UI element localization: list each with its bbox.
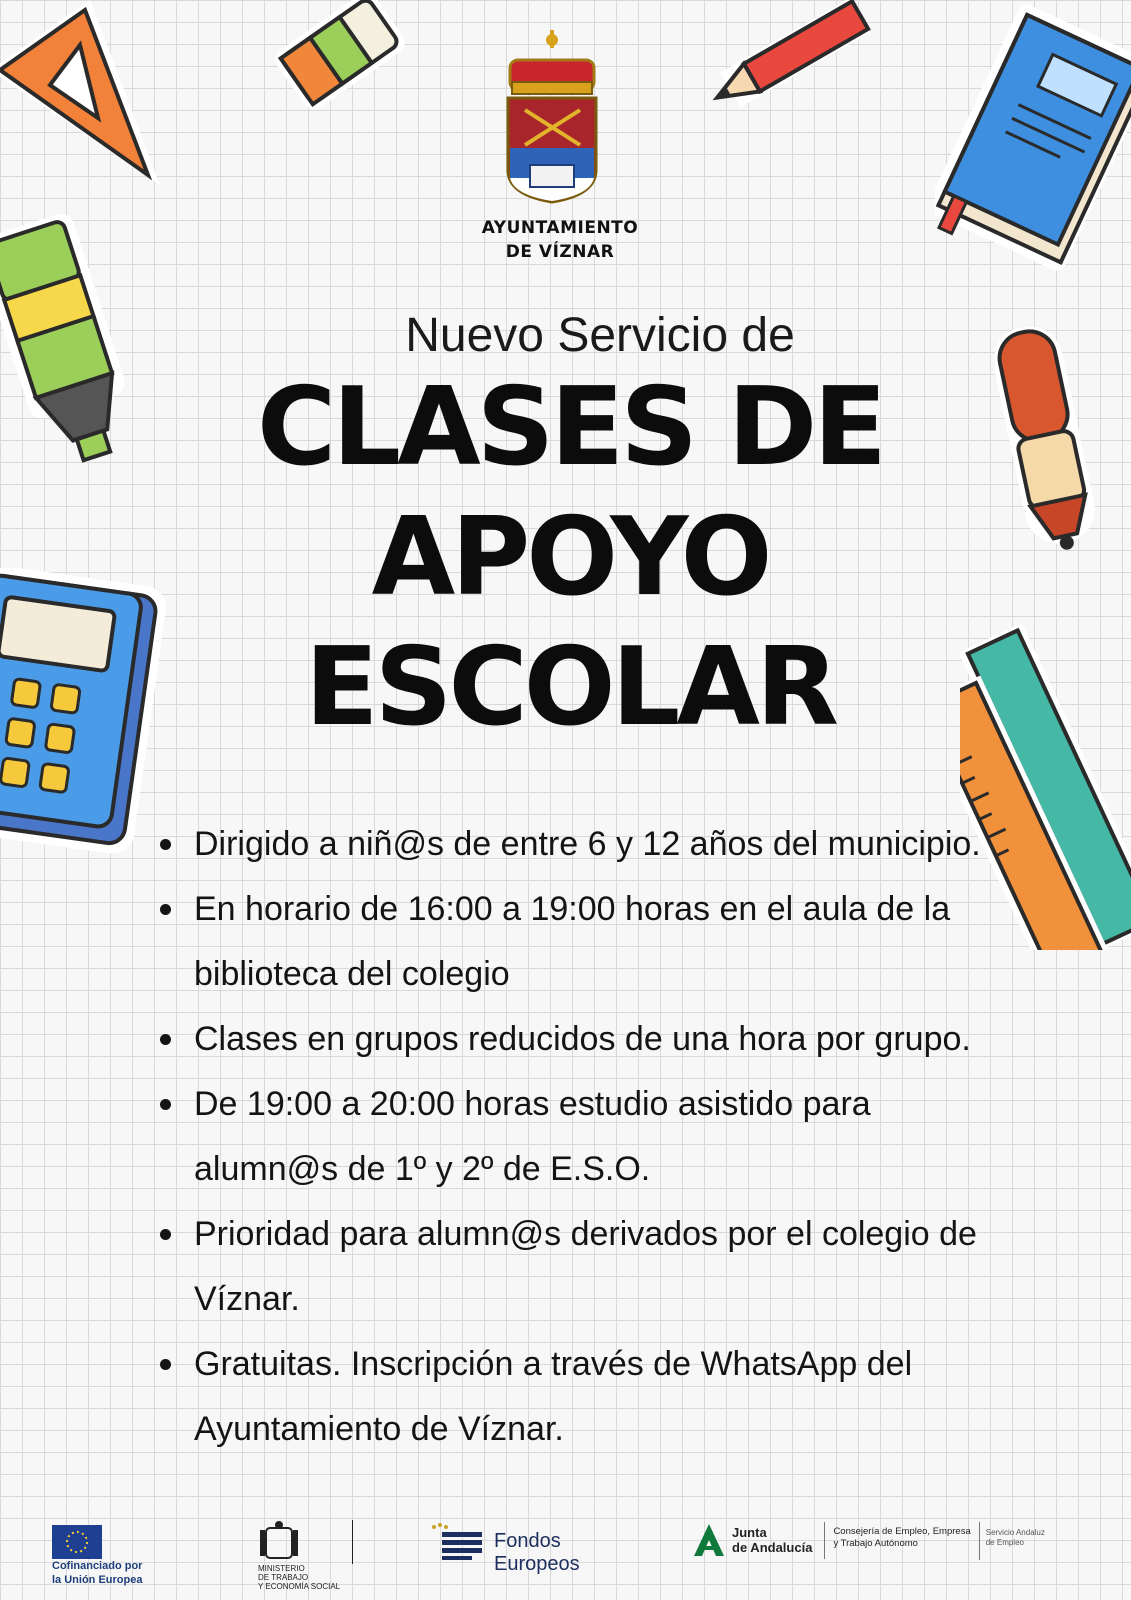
- ministry-line2: DE TRABAJO: [258, 1573, 309, 1582]
- info-bullet-list: [160, 812, 1090, 1462]
- viznar-coat-of-arms-logo: [500, 30, 604, 205]
- ministry-logo: [258, 1520, 353, 1591]
- ministry-line3: Y ECONOMÍA SOCIAL: [258, 1582, 341, 1591]
- ministry-line1: MINISTERIO: [258, 1564, 305, 1573]
- pencil-illustration: [690, 0, 880, 115]
- poster-title-line2: APOYO: [371, 495, 769, 620]
- funding-logos-footer: [0, 1500, 1131, 1591]
- fondos-europeos-icon: [428, 1522, 488, 1562]
- book-illustration: [935, 0, 1131, 285]
- consejeria-line2: y Trabajo Autónomo: [833, 1538, 918, 1549]
- junta-line1: Junta: [732, 1525, 767, 1540]
- council-name-line1: AYUNTAMIENTO: [481, 218, 639, 238]
- poster-subtitle: Nuevo Servicio de: [405, 309, 795, 362]
- bullet-item: Prioridad para alumn@s derivados por el colegio de Víznar.: [160, 1202, 1090, 1332]
- bullet-item: Dirigido a niñ@s de entre 6 y 12 años del municipio.: [160, 812, 1090, 877]
- eu-line2: la Unión Europea: [52, 1574, 143, 1586]
- triangle-ruler-illustration: [0, 0, 170, 200]
- council-name: [420, 216, 700, 264]
- spain-coat-of-arms-icon: [258, 1520, 300, 1564]
- sae-line1: Servicio Andaluz: [985, 1528, 1045, 1537]
- junta-line2: de Andalucía: [732, 1540, 813, 1555]
- consejeria-line1: Consejería de Empleo, Empresa: [833, 1526, 971, 1537]
- council-name-line2: DE VÍZNAR: [505, 242, 615, 262]
- poster-title-line1: CLASES DE: [256, 365, 884, 490]
- eraser-illustration: [268, 0, 418, 115]
- sae-line2: de Empleo: [985, 1538, 1024, 1547]
- bullet-item: En horario de 16:00 a 19:00 horas en el aula de la biblioteca del colegio: [160, 877, 954, 1007]
- pen-illustration: [995, 320, 1095, 565]
- junta-andalucia-logo: [692, 1522, 1045, 1560]
- eu-funding-logo: [52, 1525, 142, 1587]
- calculator-illustration: [0, 568, 170, 878]
- bullet-item: Gratuitas. Inscripción a través de WhatsApp del Ayuntamiento de Víznar.: [160, 1332, 1014, 1462]
- eu-flag-icon: [52, 1525, 102, 1559]
- bullet-item: Clases en grupos reducidos de una hora por grupo.: [160, 1007, 1090, 1072]
- fondos-europeos-logo: [428, 1522, 586, 1576]
- bullet-item: De 19:00 a 20:00 horas estudio asistido para alumn@s de 1º y 2º de E.S.O.: [160, 1072, 974, 1202]
- poster-title-line3: ESCOLAR: [304, 625, 836, 750]
- junta-andalucia-icon: [692, 1522, 726, 1558]
- fondos-label: Fondos Europeos: [494, 1530, 580, 1575]
- eu-line1: Cofinanciado por: [52, 1560, 143, 1572]
- marker-illustration: [0, 210, 150, 480]
